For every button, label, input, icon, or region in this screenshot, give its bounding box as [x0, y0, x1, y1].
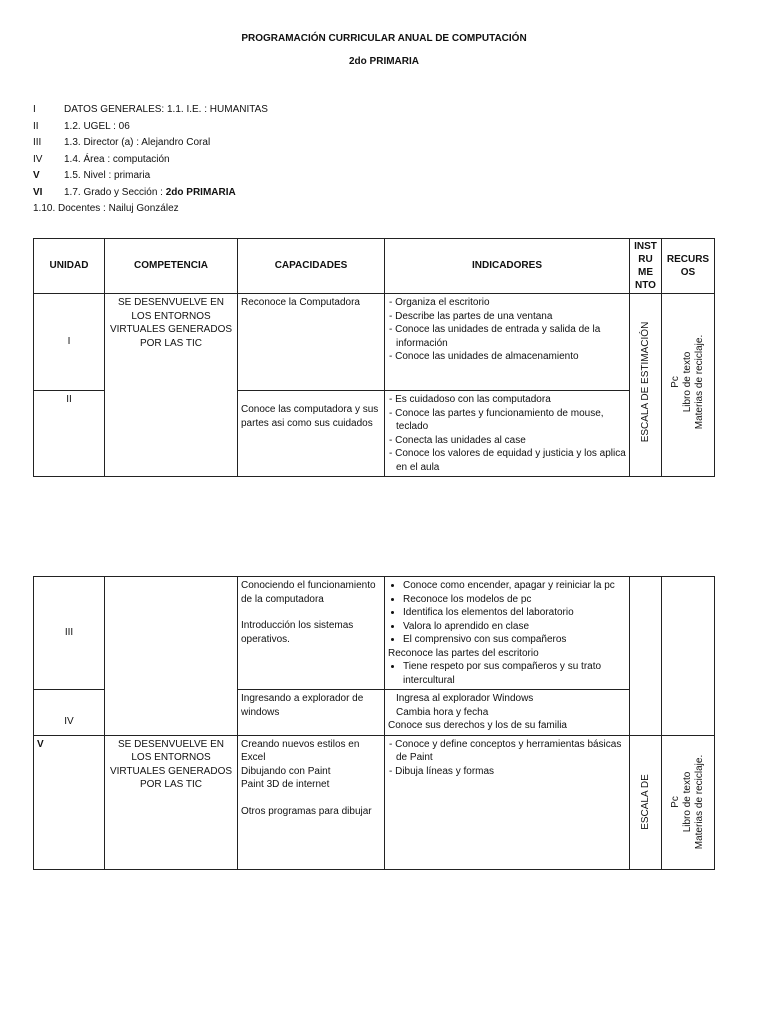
instrumento-label: ESCALA DE ESTIMACIÓN	[639, 321, 651, 443]
datos-text: 1.10. Docentes : Nailuj González	[33, 203, 179, 214]
datos-num: VI	[33, 186, 43, 198]
datos-text-label: 1.7. Grado y Sección :	[64, 186, 166, 198]
recurso-item: Materias de reciclaje.	[694, 754, 705, 850]
recurso-item: Pc	[670, 796, 681, 808]
capacidad-item: Introducción los sistemas operativos.	[241, 620, 354, 645]
indicador-item: Ingresa al explorador Windows	[396, 693, 534, 704]
indicador-item: Conoce sus derechos y los de su familia	[388, 720, 567, 731]
datos-text: 1.5. Nivel : primaria	[64, 170, 151, 181]
capacidad-cell	[238, 735, 385, 869]
indicadores-cell	[385, 690, 630, 736]
recursos-cell-empty	[662, 577, 715, 736]
indicador-item: - Conoce las unidades de almacenamiento	[388, 350, 626, 364]
indicador-item: - Conecta las unidades al case	[388, 434, 626, 448]
capacidad-cell: Reconoce la Computadora	[238, 294, 385, 391]
indicador-item: - Conoce las unidades de entrada y salida de la información	[388, 323, 626, 350]
recurso-item: Libro de texto	[682, 771, 693, 833]
datos-num: II	[33, 120, 39, 132]
indicador-item: - Conoce las partes y funcionamiento de mouse, teclado	[388, 407, 626, 434]
datos-text-bold: 2do PRIMARIA	[165, 186, 236, 198]
datos-row	[33, 185, 433, 202]
indicadores-list	[388, 660, 626, 687]
indicadores-cell	[385, 391, 630, 477]
datos-row	[33, 135, 433, 152]
recursos-cell	[662, 294, 715, 477]
capacidad-item: Conociendo el funcionamiento de la computadora	[241, 580, 376, 605]
unit-cell: II	[34, 391, 105, 477]
indicador-item: • Tiene respeto por sus compañeros y su trato intercultural	[403, 660, 626, 687]
indicador-item: • Conoce como encender, apagar y reiniciar la pc	[403, 579, 626, 593]
header-recursos: RECURS OS	[662, 239, 715, 294]
competencia-cell: SE DESENVUELVE EN LOS ENTORNOS VIRTUALES GENERADOS POR LAS TIC	[105, 294, 238, 477]
datos-text	[64, 185, 236, 202]
header-instrumento: INST RU ME NTO	[630, 239, 662, 294]
indicador-item: - Describe las partes de una ventana	[388, 310, 626, 324]
datos-generales	[33, 102, 433, 218]
indicador-item: - Conoce y define conceptos y herramientas básicas de Paint	[388, 738, 626, 765]
indicador-item: - Dibuja líneas y formas	[388, 765, 626, 779]
instrumento-cell	[630, 294, 662, 477]
datos-text: 1.2. UGEL : 06	[64, 120, 130, 132]
recurso-item: Libro de texto	[682, 351, 693, 413]
recurso-item: Materias de reciclaje.	[694, 334, 705, 430]
page-subtitle: 2do PRIMARIA	[349, 56, 419, 67]
capacidad-item: Creando nuevos estilos en Excel	[241, 738, 360, 763]
recurso-item: Pc	[670, 376, 681, 388]
indicador-item: • Identifica los elementos del laboratorio	[403, 606, 626, 620]
unit-cell: III	[34, 577, 105, 690]
header-competencia: COMPETENCIA	[105, 239, 238, 294]
capacidad-item: Dibujando con Paint	[241, 765, 331, 777]
recursos-cell	[662, 735, 715, 869]
datos-text: 1.3. Director (a) : Alejandro Coral	[64, 137, 211, 148]
unit-cell: V	[34, 735, 105, 869]
datos-row	[33, 152, 433, 169]
instrumento-cell-empty	[630, 577, 662, 736]
indicador-item: • Valora lo aprendido en clase	[403, 620, 626, 634]
indicador-item: • El comprensivo con sus compañeros	[403, 633, 626, 647]
competencia-cell-empty	[105, 577, 238, 736]
indicadores-cell	[385, 577, 630, 690]
indicadores-cell	[385, 294, 630, 391]
curriculum-table-2	[33, 576, 715, 870]
header-capacidades: CAPACIDADES	[238, 239, 385, 294]
indicador-item: - Es cuidadoso con las computadora	[388, 393, 626, 407]
datos-row	[33, 119, 433, 136]
unit-cell: I	[34, 294, 105, 391]
instrumento-cell	[630, 735, 662, 869]
datos-num: V	[33, 170, 40, 181]
indicador-item: - Organiza el escritorio	[388, 296, 626, 310]
datos-num: I	[33, 104, 36, 115]
recursos-list	[670, 755, 706, 849]
header-indicadores: INDICADORES	[385, 239, 630, 294]
capacidad-cell: Ingresando a explorador de windows	[238, 690, 385, 736]
capacidad-cell	[238, 577, 385, 690]
capacidad-spacer	[241, 792, 381, 806]
recursos-list	[670, 335, 706, 429]
competencia-cell: SE DESENVUELVE EN LOS ENTORNOS VIRTUALES GENERADOS POR LAS TIC	[105, 735, 238, 869]
datos-row	[33, 102, 433, 119]
unit-cell: IV	[34, 690, 105, 736]
datos-text: 1.4. Área : computación	[64, 153, 170, 165]
datos-text: DATOS GENERALES: 1.1. I.E. : HUMANITAS	[64, 104, 268, 115]
indicador-item: • Reconoce los modelos de pc	[403, 593, 626, 607]
capacidad-item: Otros programas para dibujar	[241, 806, 372, 817]
instrumento-label: ESCALA DE	[639, 774, 651, 830]
header-unidad: UNIDAD	[34, 239, 105, 294]
indicador-item: Cambia hora y fecha	[396, 706, 489, 718]
datos-row	[33, 168, 433, 185]
indicadores-cell	[385, 735, 630, 869]
datos-num: III	[33, 137, 42, 148]
indicador-item: Reconoce las partes del escritorio	[388, 647, 539, 659]
indicador-item: - Conoce los valores de equidad y justicia y los aplica en el aula	[388, 447, 626, 474]
datos-row	[33, 201, 433, 218]
page-title: PROGRAMACIÓN CURRICULAR ANUAL DE COMPUTACIÓN	[241, 33, 527, 44]
datos-num: IV	[33, 153, 43, 165]
curriculum-table-1	[33, 238, 715, 477]
indicadores-list	[388, 579, 626, 647]
capacidad-cell: Conoce las computadora y sus partes asi como sus cuidados	[238, 391, 385, 477]
capacidad-item: Paint 3D de internet	[241, 779, 330, 790]
